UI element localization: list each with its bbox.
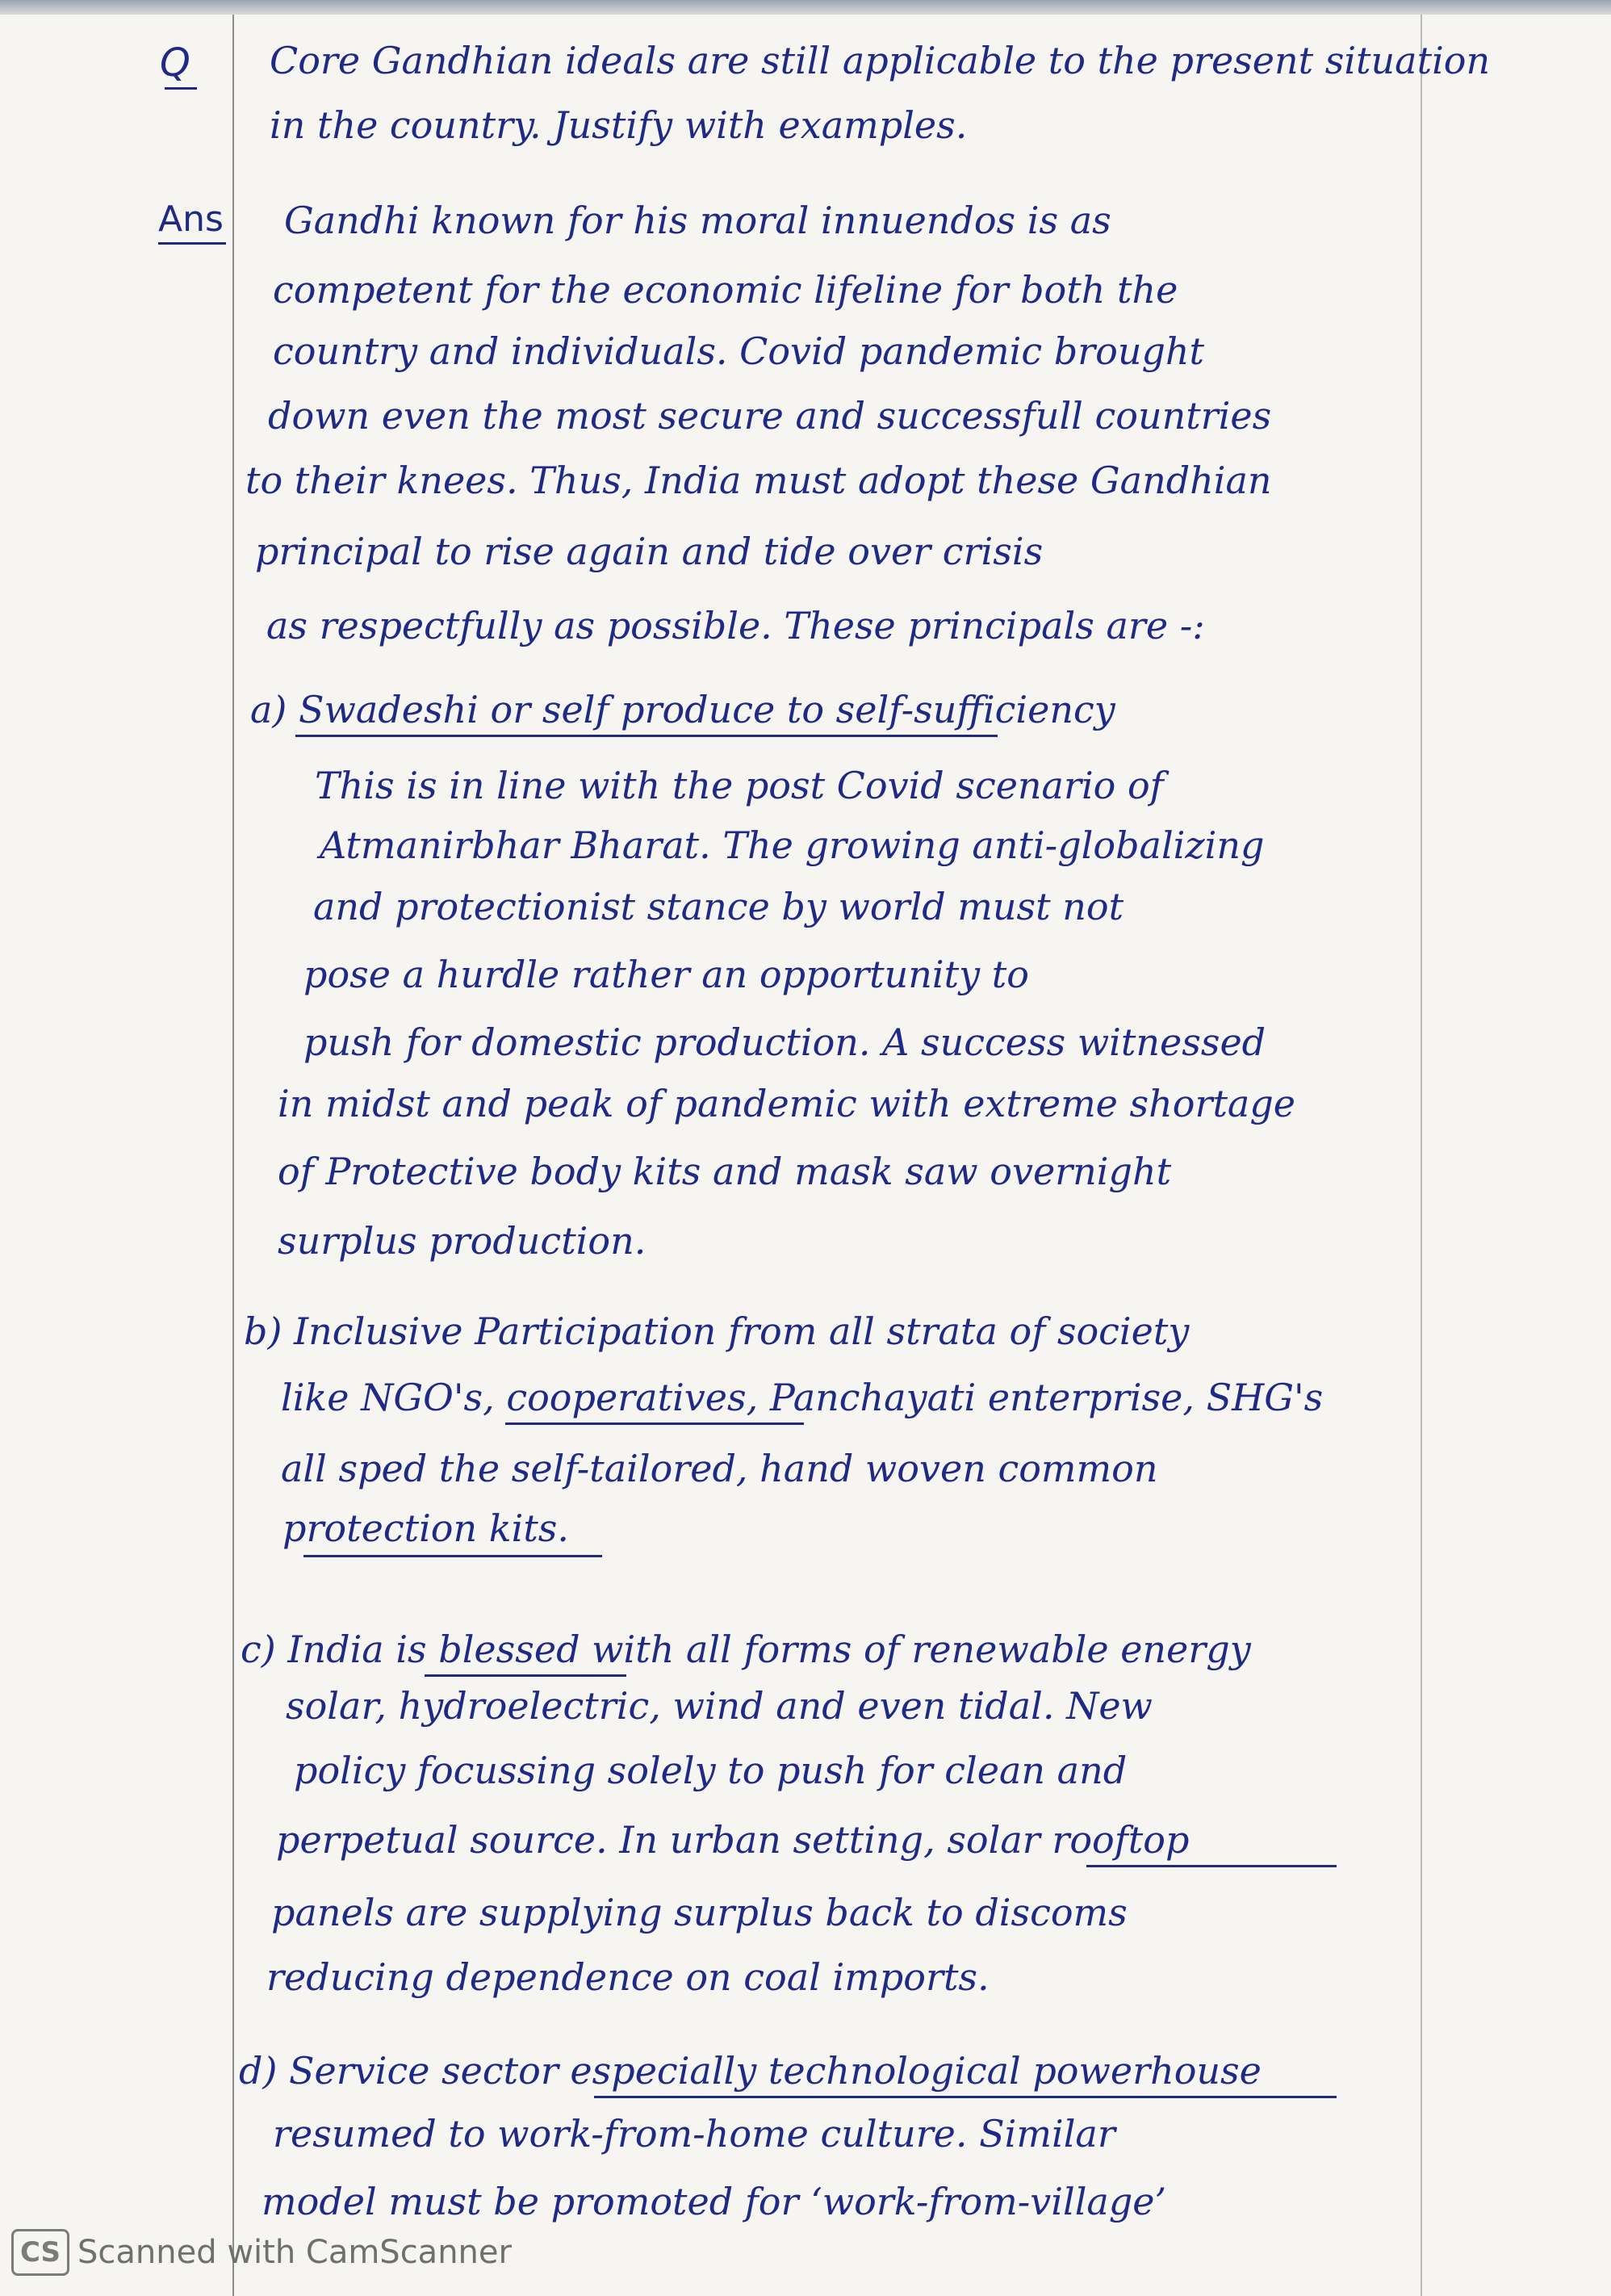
point-b-heading: b) Inclusive Participation from all strata of society [244, 1309, 1190, 1353]
question-marker-underline [165, 87, 197, 90]
answer-line: country and individuals. Covid pandemic brought [273, 329, 1205, 373]
answer-line: push for domestic production. A success witnessed [303, 1020, 1266, 1064]
answer-line: model must be promoted for ‘work-from-village’ [262, 2180, 1167, 2223]
answer-line: and protectionist stance by world must not [313, 885, 1124, 928]
answer-line: protection kits. [282, 1506, 570, 1550]
answer-line: pose a hurdle rather an opportunity to [303, 953, 1029, 996]
phrase-underline [505, 1422, 804, 1425]
scan-top-edge [0, 0, 1611, 15]
answer-line: perpetual source. In urban setting, solar rooftop [276, 1818, 1190, 1862]
answer-line: to their knees. Thus, India must adopt these Gandhian [245, 459, 1272, 502]
answer-line: principal to rise again and tide over crisis [255, 530, 1044, 573]
phrase-underline [594, 2096, 1337, 2098]
answer-line: in midst and peak of pandemic with extreme shortage [278, 1082, 1296, 1125]
answer-line: all sped the self-tailored, hand woven common [281, 1447, 1158, 1490]
question-line: Core Gandhian ideals are still applicable to the present situation [270, 39, 1491, 82]
watermark-text: Scanned with CamScanner [77, 2234, 512, 2271]
phrase-underline [303, 1555, 602, 1557]
heading-underline [295, 735, 998, 737]
point-c-heading: c) India is blessed with all forms of renewable energy [241, 1628, 1251, 1671]
answer-label: Ans [158, 199, 224, 240]
answer-line: down even the most secure and successfull countries [268, 394, 1272, 438]
answer-line: This is in line with the post Covid scenario of [315, 764, 1164, 807]
answer-line: of Protective body kits and mask saw overnight [278, 1150, 1172, 1193]
phrase-underline [425, 1674, 626, 1677]
margin-rule [232, 15, 234, 2296]
phrase-underline [1086, 1865, 1337, 1867]
point-a-heading: a) Swadeshi or self produce to self-sufficiency [250, 688, 1115, 731]
question-marker: Q [160, 40, 190, 86]
answer-line: resumed to work-from-home culture. Similar [273, 2112, 1115, 2156]
camscanner-watermark [11, 2228, 512, 2277]
answer-line: policy focussing solely to push for clean and [294, 1749, 1128, 1792]
point-d-heading: d) Service sector especially technological powerhouse [239, 2049, 1262, 2093]
question-line: in the country. Justify with examples. [270, 103, 968, 147]
answer-line: Gandhi known for his moral innuendos is as [284, 199, 1111, 242]
camscanner-logo-icon: CS [11, 2229, 69, 2276]
answer-line: Atmanirbhar Bharat. The growing anti-globalizing [320, 823, 1265, 867]
answer-line: surplus production. [278, 1219, 646, 1263]
right-rule [1421, 15, 1422, 2296]
answer-line: reducing dependence on coal imports. [266, 1955, 990, 1999]
answer-label-underline [158, 242, 226, 245]
answer-line: competent for the economic lifeline for both the [273, 268, 1178, 312]
answer-line: as respectfully as possible. These principals are -: [266, 604, 1205, 647]
answer-line: solar, hydroelectric, wind and even tidal. New [286, 1684, 1153, 1728]
answer-line: panels are supplying surplus back to discoms [271, 1891, 1128, 1934]
answer-line: like NGO's, cooperatives, Panchayati enterprise, SHG's [281, 1376, 1324, 1419]
